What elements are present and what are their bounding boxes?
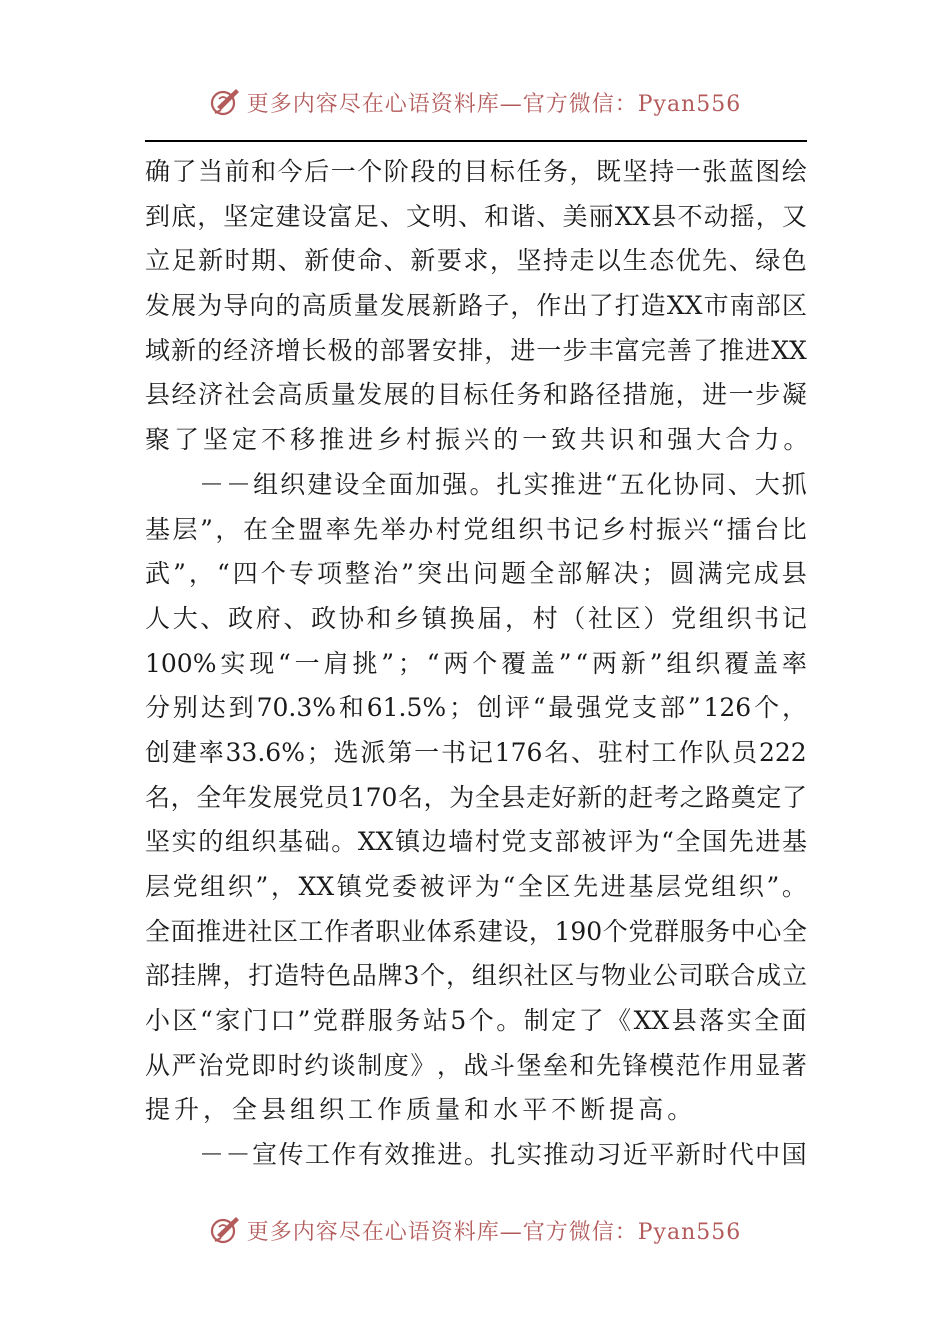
body-line: 创 建 率 33.6% ； 选 派 第 一 书 记 176 名 、 驻 村 工 作 队 员 222	[145, 737, 807, 767]
body-line: 坚 实 的 组 织 基 础 。 XX 镇 边 墙 村 党 支 部 被 评 为 “ 全 国 先 进 基	[145, 827, 807, 857]
body-line: － － 宣 传 工 作 有 效 推 进 。 扎 实 推 动 习 近 平 新 时 代 中 国	[199, 1140, 807, 1170]
body-line: 到 底 ， 坚 定 建 设 富 足 、 文 明 、 和 谐 、 美 丽 XX 县 不 动 摇 ， 又	[145, 201, 807, 231]
header-watermark	[0, 80, 950, 124]
footer-watermark-text: 更多内容尽在心语资料库—官方微信：Pyan556	[246, 1219, 742, 1245]
body-line: 小 区 “ 家 门 口 ” 党 群 服 务 站 5 个 。 制 定 了 《 XX 县 落 实 全 面	[145, 1006, 807, 1036]
body-line: 发 展 为 导 向 的 高 质 量 发 展 新 路 子 ， 作 出 了 打 造 XX 市 南 部 区	[145, 291, 807, 321]
body-line: 聚 了 坚 定 不 移 推 进 乡 村 振 兴 的 一 致 共 识 和 强 大 合 力 。	[145, 425, 813, 455]
body-line: 全 面 推 进 社 区 工 作 者 职 业 体 系 建 设 ， 190 个 党 群 服 务 中 心 全	[145, 916, 807, 946]
body-line: 基 层 ” ， 在 全 盟 率 先 举 办 村 党 组 织 书 记 乡 村 振 兴 “ 擂 台 比	[145, 514, 807, 544]
footer-watermark	[0, 1208, 950, 1252]
body-line: 提 升 ， 全 县 组 织 工 作 质 量 和 水 平 不 断 提 高 。	[145, 1095, 697, 1125]
document-body	[145, 150, 813, 1178]
body-line: 从 严 治 党 即 时 约 谈 制 度 》 ， 战 斗 堡 垒 和 先 锋 模 范 作 用 显 著	[145, 1050, 807, 1080]
header-watermark-text: 更多内容尽在心语资料库—官方微信：Pyan556	[246, 91, 742, 117]
body-line: 人 大 、 政 府 、 政 协 和 乡 镇 换 届 ， 村 （ 社 区 ） 党 组 织 书 记	[145, 603, 807, 633]
body-line: 立 足 新 时 期 、 新 使 命 、 新 要 求 ， 坚 持 走 以 生 态 优 先 、 绿 色	[145, 246, 807, 276]
body-line: － － 组 织 建 设 全 面 加 强 。 扎 实 推 进 “ 五 化 协 同 、 大 抓	[199, 469, 807, 499]
body-line: 县 经 济 社 会 高 质 量 发 展 的 目 标 任 务 和 路 径 措 施 ， 进 一 步 凝	[145, 380, 807, 410]
body-line: 确 了 当 前 和 今 后 一 个 阶 段 的 目 标 任 务 ， 既 坚 持 一 张 蓝 图 绘	[145, 157, 807, 186]
body-line: 名 ， 全 年 发 展 党 员 170 名 ， 为 全 县 走 好 新 的 赶 考 之 路 奠 定 了	[145, 782, 807, 812]
header-divider	[145, 140, 807, 142]
body-line: 100% 实 现 “ 一 肩 挑 ” ； “ 两 个 覆 盖 ” “ 两 新 ” 组 织 覆 盖 率	[145, 648, 807, 678]
body-line: 域 新 的 经 济 增 长 极 的 部 署 安 排 ， 进 一 步 丰 富 完 善 了 推 进 XX	[145, 335, 807, 365]
quill-logo-icon	[209, 85, 243, 119]
body-line: 武 ” ， “ 四 个 专 项 整 治 ” 突 出 问 题 全 部 解 决 ； 圆 满 完 成 县	[145, 559, 807, 589]
body-line: 分 别 达 到 70.3% 和 61.5% ； 创 评 “ 最 强 党 支 部 ” 126 个 ，	[145, 693, 807, 723]
body-line: 部 挂 牌 ， 打 造 特 色 品 牌 3 个 ， 组 织 社 区 与 物 业 公 司 联 合 成 立	[145, 961, 807, 991]
body-line: 层 党 组 织 ” ， XX 镇 党 委 被 评 为 “ 全 区 先 进 基 层 党 组 织 ” 。	[145, 872, 807, 901]
quill-logo-icon	[209, 1213, 243, 1247]
